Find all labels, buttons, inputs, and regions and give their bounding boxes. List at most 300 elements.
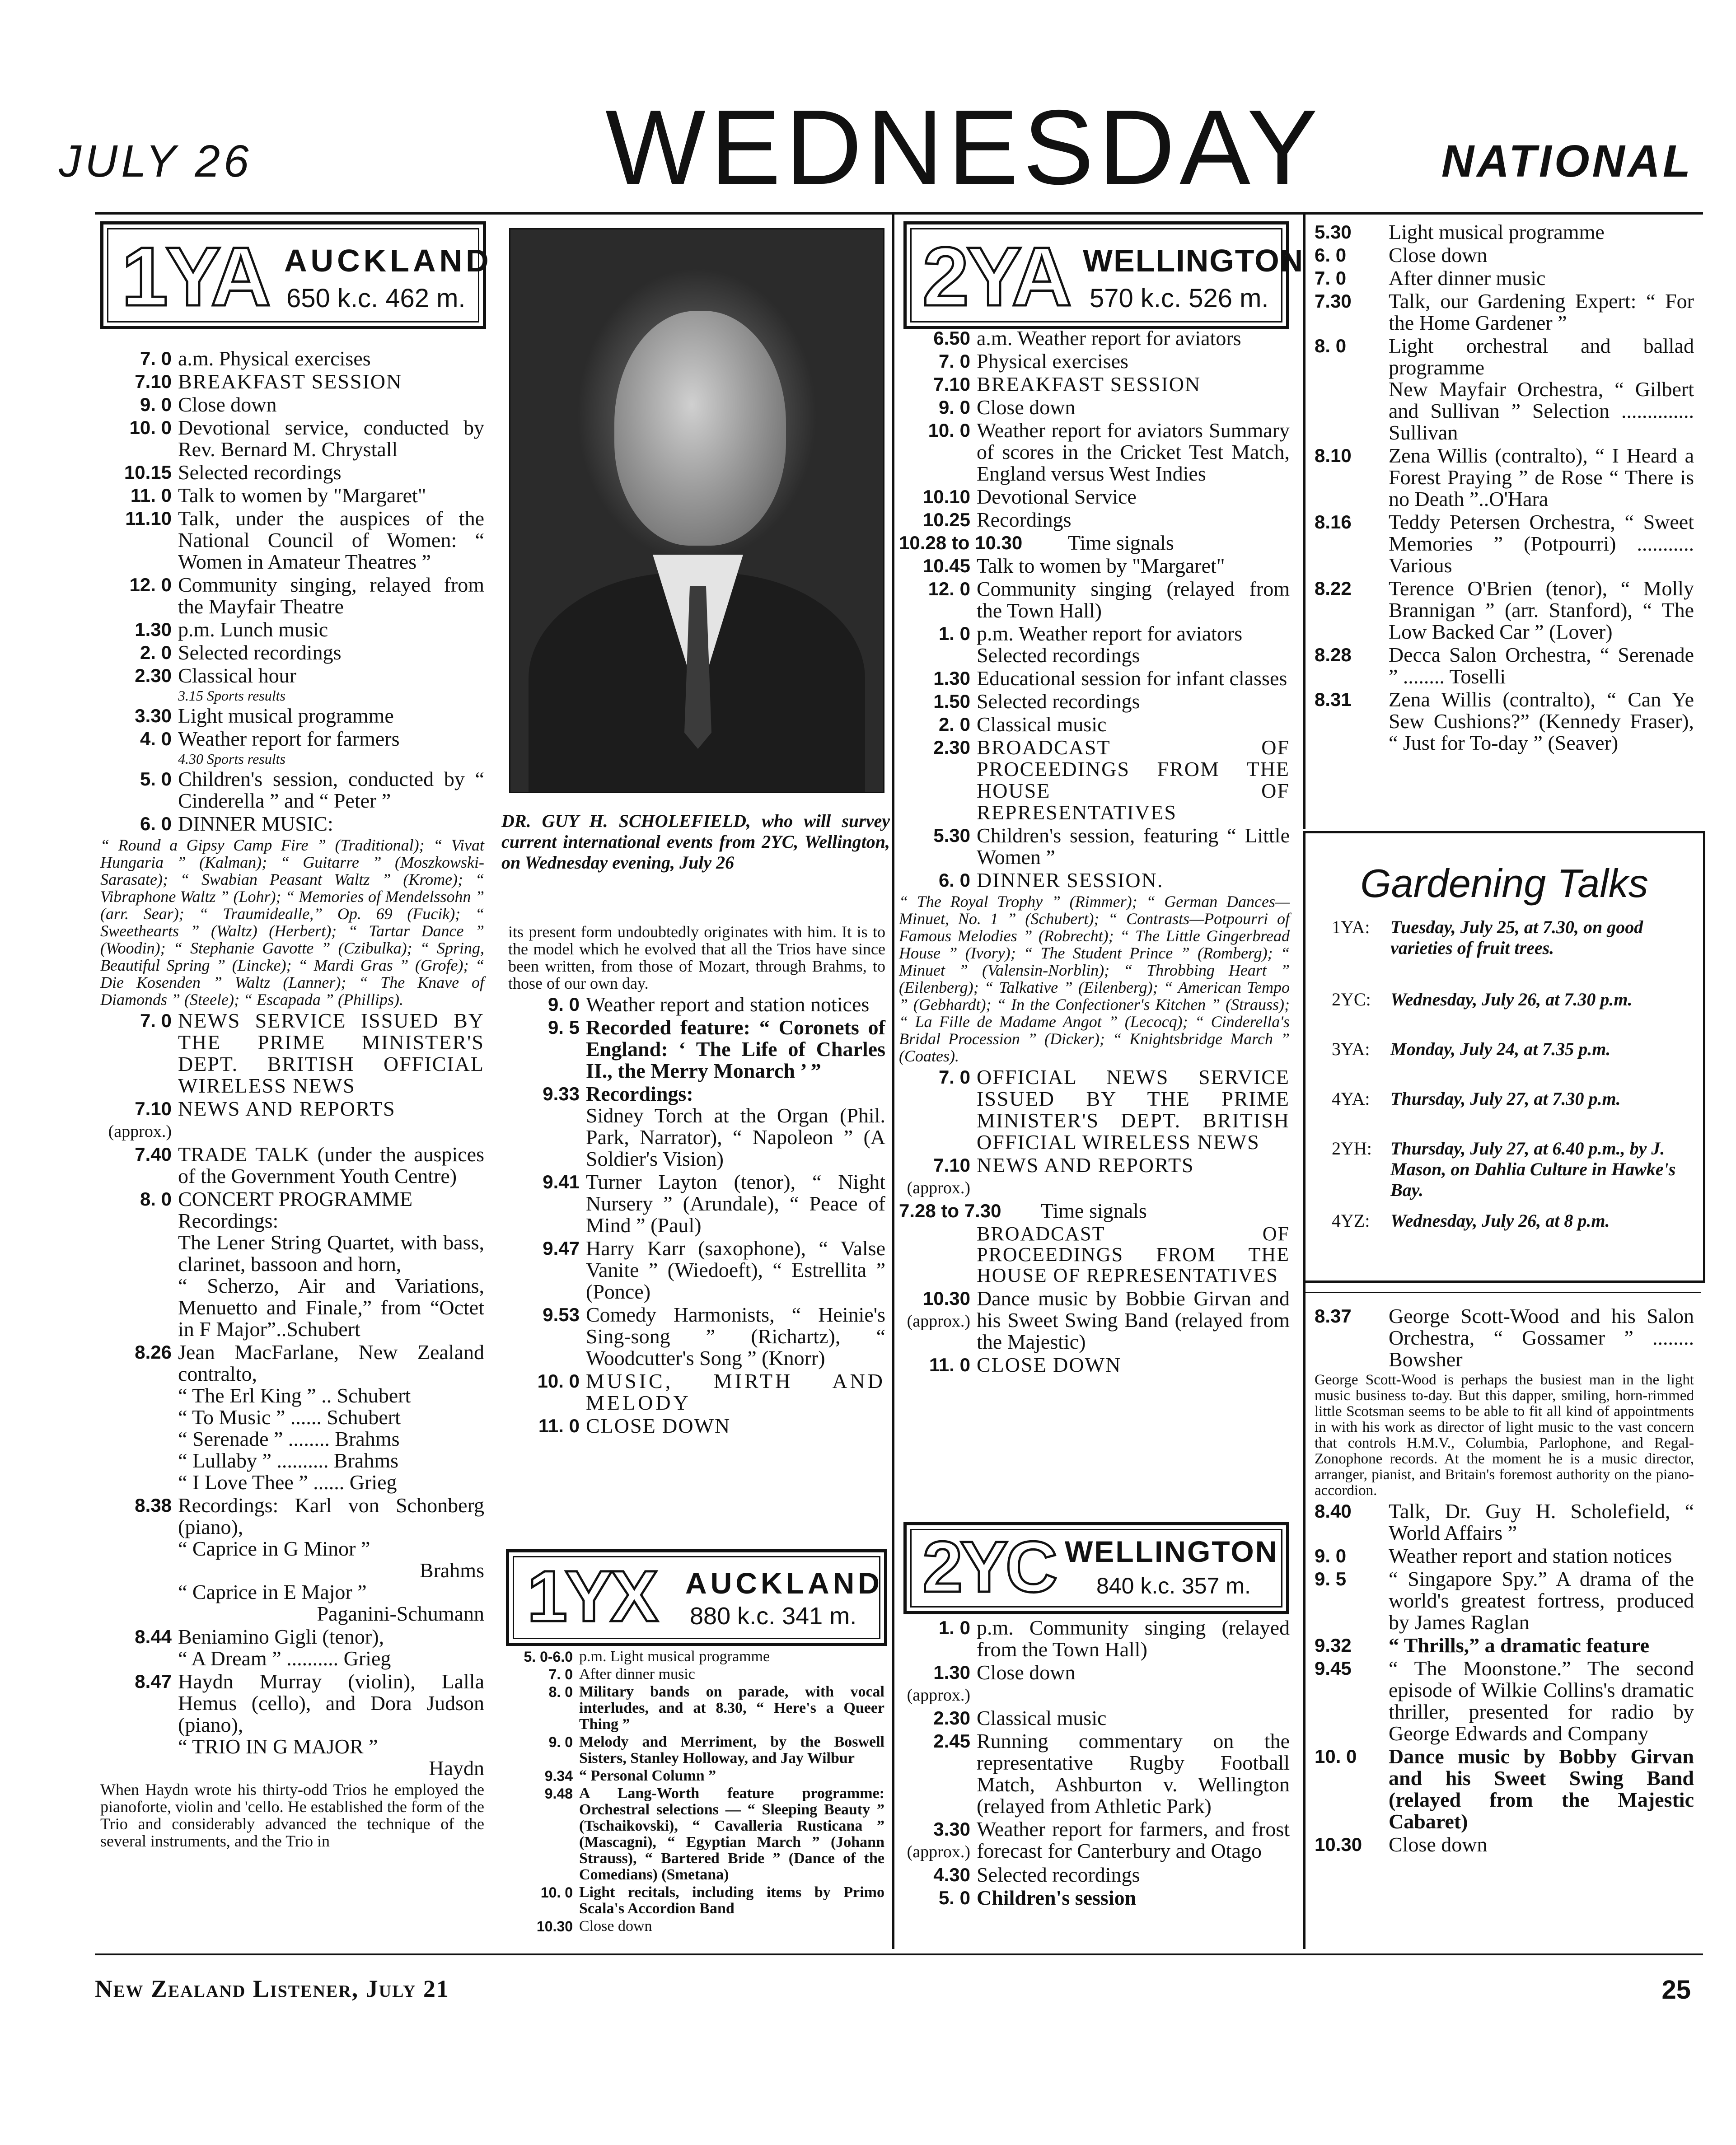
- ampm: p.m.: [977, 1616, 1014, 1639]
- programme-title: Zena Willis (contralto), “ Can Ye Sew Cushions?” (Kennedy Fraser), “ Just for To-day ” (Seaver): [1389, 688, 1694, 754]
- time: 7.10: [135, 371, 172, 392]
- time: 7. 0: [938, 1066, 970, 1088]
- programme-title: Weather report for aviators Summary of scores in the Cricket Test Match, England versus West Indies: [977, 419, 1290, 485]
- programme-entry: [1315, 1834, 1694, 1855]
- time: 11. 0: [130, 485, 172, 506]
- programme-title: Lunch music: [220, 618, 328, 641]
- programme-title: Turner Layton (tenor), “ Night Nursery ” (Arundale), “ Peace of Mind ” (Paul): [586, 1170, 885, 1237]
- gardening-item: 4YA: Thursday, July 27, at 7.30 p.m.: [1332, 1089, 1621, 1109]
- programme-title: BROADCAST OF PROCEEDINGS FROM THE HOUSE OF REPRESENTATIVES: [977, 736, 1290, 824]
- gardening-item: 1YA: Tuesday, July 25, at 7.30, on good varieties of fruit trees.: [1332, 917, 1643, 958]
- programme-entry: [100, 619, 484, 640]
- programme-entry: [100, 1188, 484, 1340]
- time: 5.30: [1315, 221, 1352, 243]
- programme-entry: [505, 1734, 884, 1766]
- time: 7.40: [135, 1144, 172, 1165]
- programme-title: NEWS SERVICE ISSUED BY THE PRIME MINISTER'S DEPT. BRITISH OFFICIAL WIRELESS NEWS: [178, 1009, 484, 1097]
- station-city: WELLINGTON: [1083, 243, 1304, 278]
- time: 7. 0: [140, 348, 172, 369]
- programme-title: Harry Karr (saxophone), “ Valse Vanite ” (Wiedoeft), “ Estrellita ” (Ponce): [586, 1237, 885, 1303]
- time: 7.28 to 7.30: [899, 1200, 1001, 1221]
- time: 5. 0: [938, 1887, 970, 1908]
- programme-title: Dance music by Bobbie Girvan and his Sweet Swing Band (relayed from the Majestic): [977, 1287, 1290, 1353]
- programme-entry: [899, 1200, 1290, 1222]
- programme-title: “ The Moonstone.” The second episode of Wilkie Collins's dramatic thriller, presented for radio by George Edwards and Company: [1389, 1657, 1694, 1745]
- programme-entry: [1315, 689, 1694, 754]
- programme-title: Teddy Petersen Orchestra, “ Sweet Memories ” (Potpourri) ........... Various: [1389, 510, 1694, 577]
- programme-title: Decca Salon Orchestra, “ Serenade ” ........ Toselli: [1389, 643, 1694, 688]
- station-box-2yc: [903, 1522, 1289, 1614]
- programme-title: Close down: [977, 1661, 1076, 1684]
- time: 10.30: [536, 1918, 573, 1935]
- time: 9. 0: [548, 1734, 573, 1750]
- time: 7. 0: [140, 1010, 172, 1031]
- time: 10. 0: [928, 420, 970, 441]
- column-2-1ya-continued: [508, 921, 885, 1438]
- time: 2.45: [933, 1730, 970, 1752]
- ampm: a.m.: [977, 327, 1013, 350]
- time: 8.40: [1315, 1500, 1352, 1522]
- programme-detail: Sidney Torch at the Organ (Phil. Park, Narrator), “ Napoleon ” (A Soldier's Vision): [586, 1104, 885, 1170]
- programme-title: Community singing (relayed from the Town Hall): [977, 577, 1290, 622]
- programme-entry: [100, 705, 484, 727]
- header-network: NATIONAL: [1441, 136, 1693, 187]
- programme-title: BREAKFAST SESSION: [977, 373, 1201, 396]
- station-frequency: 880 k.c. 341 m.: [690, 1603, 857, 1630]
- time: 10. 0: [540, 1884, 573, 1901]
- programme-entry: [505, 1684, 884, 1733]
- dinner-session-list: “ The Royal Trophy ” (Rimmer); “ German Dances—Minuet, No. 1 ” (Schubert); “ Contrasts—Potpourri of Famous Melodies ” (Robrecht); “ The Little Gingerbread House ” (Ivory); “ The Student Prince ” (Romberg); “ Minuet ” (Valensin-Norblin); “ Throbbing Heart ” (Eilenberg); “ Talkative ” (Eilenberg); “ American Tempo ” (Gebhardt); “ In the Confectioner's Kitchen ” (Strauss); “ La Fille de Madame Angot ” (Lecocq); “ Cinderella's Bridal Procession ” (Dicker); “ Knightsbridge March ” (Coates).: [899, 893, 1290, 1065]
- trio-note-continued: its present form undoubtedly originates with him. It is to the model which he evolved that all the Trios have since been written, from those of Mozart, through Brahms, to those of our own day.: [508, 923, 885, 992]
- programme-entry: [899, 578, 1290, 622]
- programme-entry: [899, 397, 1290, 418]
- programme-entry: [899, 1818, 1290, 1863]
- time: 2.30: [135, 665, 172, 686]
- photo-caption: DR. GUY H. SCHOLEFIELD, who will survey current international events from 2YC, Wellington, on Wednesday evening, July 26: [501, 811, 890, 873]
- programme-title: MUSIC, MIRTH AND MELODY: [586, 1369, 885, 1414]
- programme-entry: [100, 485, 484, 506]
- programme-title: Dance music by Bobby Girvan and his Sweet Swing Band (relayed from the Majestic Cabaret): [1389, 1745, 1694, 1833]
- station-city: WELLINGTON: [1065, 1535, 1278, 1568]
- programme-title: Classical hour: [178, 664, 296, 687]
- gardening-title: Gardening Talks: [1360, 861, 1648, 906]
- column-rule: [1303, 1292, 1701, 1293]
- column-rule: [95, 1953, 1703, 1955]
- programme-entry: [100, 642, 484, 664]
- station-call: 1YA: [122, 230, 268, 323]
- programme-title: Children's session, conducted by “ Cinderella ” and “ Peter ”: [178, 767, 484, 812]
- station-city: AUCKLAND: [685, 1566, 883, 1600]
- programme-title: Classical music: [977, 713, 1107, 736]
- programme-entry: [899, 1730, 1290, 1817]
- time: 5.30: [933, 825, 970, 846]
- programme-entry: [508, 1415, 885, 1437]
- programme-detail: “ Lullaby ” .......... Brahms: [178, 1449, 399, 1472]
- programme-entry: [899, 327, 1290, 349]
- column-2ya: [899, 327, 1290, 1377]
- programme-title: Terence O'Brien (tenor), “ Molly Brannigan ” (arr. Stanford), “ The Low Backed Car ” (Lover): [1389, 577, 1694, 643]
- programme-title: DINNER SESSION.: [977, 869, 1164, 892]
- programme-entry: [1315, 1500, 1694, 1544]
- time: 6.50: [933, 327, 970, 349]
- programme-detail: “ I Love Thee ” ...... Grieg: [178, 1471, 397, 1494]
- programme-entry: [899, 350, 1290, 372]
- time: 8. 0: [1315, 335, 1347, 356]
- programme-title: Talk to women by "Margaret": [178, 484, 426, 507]
- time: 10. 0: [537, 1370, 580, 1392]
- programme-entry: [1315, 445, 1694, 510]
- time: 7.30: [1315, 290, 1352, 312]
- time: 2. 0: [140, 642, 172, 663]
- programme-entry: [100, 348, 484, 369]
- programme-title: After dinner music: [1389, 266, 1546, 290]
- programme-entry: [1315, 1305, 1694, 1370]
- time: 1.30 (approx.): [907, 1662, 970, 1705]
- programme-entry: [505, 1649, 884, 1665]
- programme-title: Physical exercises: [977, 350, 1128, 373]
- programme-detail: BROADCAST OF PROCEEDINGS FROM THE HOUSE OF REPRESENTATIVES: [977, 1223, 1290, 1286]
- time: 9.33: [543, 1083, 580, 1104]
- programme-title: Close down: [1389, 1833, 1488, 1856]
- time: 10. 0: [1315, 1746, 1357, 1767]
- programme-entry: [899, 1864, 1290, 1886]
- header-date: JULY 26: [59, 136, 253, 187]
- programme-entry: [508, 994, 885, 1015]
- programme-title: Weather report and station notices: [586, 993, 870, 1016]
- time: 10.30: [1315, 1834, 1362, 1855]
- programme-detail: Selected recordings: [977, 644, 1140, 667]
- programme-entry: [899, 1707, 1290, 1729]
- programme-title: Jean MacFarlane, New Zealand contralto,: [178, 1341, 484, 1385]
- time: 10. 0: [129, 417, 172, 438]
- column-rule: [892, 215, 894, 1949]
- time: 2.30: [933, 1707, 970, 1729]
- programme-title: Selected recordings: [977, 1863, 1140, 1886]
- programme-entry: [100, 1341, 484, 1493]
- time: 1. 0: [938, 1617, 970, 1638]
- programme-entry: [100, 728, 484, 750]
- time: 10.45: [922, 555, 970, 576]
- programme-title: Community singing (relayed from the Town Hall): [977, 1616, 1290, 1661]
- programme-entry: [899, 532, 1290, 554]
- programme-title: Running commentary on the representative Rugby Football Match, Ashburton v. Wellington (relayed from Athletic Park): [977, 1729, 1290, 1818]
- programme-title: Talk, our Gardening Expert: “ For the Home Gardener ”: [1389, 290, 1694, 334]
- programme-entry: [100, 462, 484, 483]
- time: 8.22: [1315, 578, 1352, 599]
- programme-title: Talk, under the auspices of the National Council of Women: “ Women in Amateur Theatres ”: [178, 507, 484, 573]
- time: 6. 0: [140, 813, 172, 834]
- programme-detail: “ The Erl King ” .. Schubert: [178, 1384, 411, 1407]
- dinner-music-list: “ Round a Gipsy Camp Fire ” (Traditional); “ Vivat Hungaria ” (Kalman); “ Guitarre ” (Moszkowski-Sarasate); “ Swabian Peasant Waltz ” (Krome); “ Vibraphone Waltz ” (Lohr); “ Memories of Mendelssohn ” (arr. Sear); “ Traumidealle,” Op. 69 (Fucik); “ Sweethearts ” (Waltz) (Herbert); “ Tartar Dance ” (Woodin); “ Stephanie Gavotte ” (Czibulka); “ Spring, Beautiful Spring ” (Lincke); “ Mardi Gras ” (Grofe); “ Die Kosenden ” Waltz (Lanner); “ The Knave of Diamonds ” (Steele); “ Escapada ” (Phillips).: [100, 836, 484, 1009]
- programme-entry: [899, 486, 1290, 508]
- station-box-1yx: [506, 1549, 887, 1646]
- station-city: AUCKLAND: [284, 243, 492, 278]
- programme-entry: [508, 1238, 885, 1303]
- time: 9. 0: [547, 994, 580, 1015]
- programme-title: CLOSE DOWN: [977, 1353, 1122, 1376]
- programme-title: Time signals: [1041, 1199, 1147, 1222]
- time: 8. 0: [548, 1684, 573, 1700]
- programme-title: Close down: [579, 1918, 652, 1935]
- programme-detail: Recordings:: [178, 1209, 279, 1232]
- time: 8.47: [135, 1671, 172, 1692]
- programme-title: Recordings: [977, 508, 1072, 531]
- programme-title: Devotional Service: [977, 485, 1137, 508]
- time: 2.30: [933, 737, 970, 758]
- ampm: p.m.: [178, 618, 215, 641]
- programme-title: Weather report for aviators: [1018, 622, 1243, 645]
- programme-title: George Scott-Wood and his Salon Orchestra, “ Gossamer ” ........ Bowsher: [1389, 1304, 1694, 1371]
- programme-detail: Brahms: [419, 1559, 484, 1582]
- column-1yx: [505, 1649, 884, 1936]
- programme-entry: [899, 1887, 1290, 1909]
- programme-entry: [100, 371, 484, 393]
- programme-title: Weather report for farmers, and frost forecast for Canterbury and Otago: [977, 1818, 1290, 1862]
- time: 3.30 (approx.): [907, 1818, 970, 1861]
- programme-entry: [1315, 578, 1694, 643]
- programme-entry: [899, 509, 1290, 531]
- programme-entry: [1315, 221, 1694, 243]
- time: 7.10: [933, 374, 970, 395]
- time: 8.28: [1315, 644, 1352, 665]
- column-rule: [1303, 215, 1306, 829]
- time: 8.16: [1315, 511, 1352, 533]
- programme-title: “ Personal Column ”: [579, 1767, 716, 1784]
- programme-title: Weather report for aviators: [1017, 327, 1241, 350]
- gardening-item: 2YC: Wednesday, July 26, at 7.30 p.m.: [1332, 989, 1633, 1009]
- time: 9. 5: [547, 1017, 580, 1038]
- gardening-item: 4YZ: Wednesday, July 26, at 8 p.m.: [1332, 1210, 1610, 1231]
- station-call: 1YX: [527, 1556, 656, 1636]
- programme-title: Light recitals, including items by Primo Scala's Accordion Band: [579, 1884, 884, 1917]
- programme-detail: “ Caprice in G Minor ”: [178, 1537, 370, 1560]
- time: 7.10 (approx.): [907, 1154, 970, 1197]
- programme-detail: The Lener String Quartet, with bass, clarinet, bassoon and horn,: [178, 1231, 484, 1276]
- programme-title: Classical music: [977, 1706, 1107, 1729]
- station-call: 2YC: [922, 1526, 1055, 1607]
- programme-entry: [505, 1785, 884, 1883]
- portrait-photo: [509, 228, 884, 793]
- programme-entry: [899, 374, 1290, 395]
- page-number: 25: [1661, 1975, 1691, 2005]
- programme-title: “ Singapore Spy.” A drama of the world's greatest fortress, produced by James Raglan: [1389, 1567, 1694, 1634]
- programme-entry: [100, 1010, 484, 1097]
- programme-entry: [100, 1626, 484, 1669]
- programme-title: Close down: [977, 396, 1076, 419]
- programme-title: Zena Willis (contralto), “ I Heard a Forest Praying ” de Rose “ There is no Death ”..O'Hara: [1389, 444, 1694, 510]
- programme-title: Community singing, relayed from the Mayfair Theatre: [178, 573, 484, 618]
- time: 4.30: [933, 1864, 970, 1885]
- programme-entry: [100, 665, 484, 687]
- programme-entry: [899, 1288, 1290, 1353]
- time: 8.37: [1315, 1305, 1352, 1327]
- programme-title: Recorded feature: “ Coronets of England: ‘ The Life of Charles II., the Merry Monarch ’ ”: [586, 1016, 885, 1082]
- programme-entry: [508, 1304, 885, 1369]
- programme-entry: [1315, 1635, 1694, 1656]
- time: 9. 0: [1315, 1545, 1347, 1566]
- time: 9. 0: [938, 397, 970, 418]
- programme-entry: [505, 1666, 884, 1682]
- ampm: p.m.: [977, 622, 1014, 645]
- time: 11.10: [125, 508, 172, 529]
- column-1ya: [100, 348, 484, 1851]
- programme-entry: [899, 420, 1290, 485]
- programme-entry: [1315, 244, 1694, 266]
- programme-detail: Paganini-Schumann: [317, 1602, 484, 1625]
- programme-entry: [899, 1066, 1290, 1153]
- time: 10.25: [922, 509, 970, 530]
- programme-title: A Lang-Worth feature programme: Orchestral selections — “ Sleeping Beauty ” (Tschaikovski), “ Cavalleria Rusticana ” (Mascagni), “ Egyptian March ” (Johann Strauss), “ Bartered Bride ” (Dance of the Comedians) (Smetana): [579, 1785, 884, 1883]
- programme-title: Melody and Merriment, by the Boswell Sisters, Stanley Holloway, and Jay Wilbur: [579, 1734, 884, 1766]
- trio-note: When Haydn wrote his thirty-odd Trios he employed the pianoforte, violin and 'cello. He established the form of the Trio and considerably advanced the technique of the several instruments, and the Trio in: [100, 1780, 484, 1850]
- station-frequency: 650 k.c. 462 m.: [286, 284, 466, 313]
- time: 1.30: [135, 619, 172, 640]
- programme-title: Children's session: [977, 1886, 1137, 1909]
- programme-detail: Haydn: [429, 1757, 484, 1780]
- time: 1.50: [933, 691, 970, 712]
- programme-entry: [100, 768, 484, 812]
- programme-title: Light musical programme: [178, 704, 394, 727]
- time: 10.28 to 10.30: [899, 532, 1023, 553]
- programme-entry: [508, 1083, 885, 1170]
- time: 1. 0: [938, 623, 970, 644]
- time: 4. 0: [140, 728, 172, 749]
- programme-entry: [100, 1144, 484, 1187]
- time: 9. 5: [1315, 1568, 1347, 1589]
- programme-title: Beniamino Gigli (tenor),: [178, 1625, 384, 1648]
- time: 8.44: [135, 1626, 172, 1647]
- programme-title: Selected recordings: [178, 461, 342, 484]
- programme-entry: [100, 1495, 484, 1625]
- programme-entry: [100, 1098, 484, 1142]
- programme-title: Selected recordings: [178, 641, 342, 664]
- time: 8.38: [135, 1495, 172, 1516]
- programme-title: Light orchestral and ballad programme: [1389, 334, 1694, 379]
- programme-entry: [508, 1370, 885, 1414]
- programme-entry: [1315, 644, 1694, 687]
- column-2ya-evening: [1315, 1305, 1694, 1857]
- programme-title: Talk to women by "Margaret": [977, 554, 1225, 577]
- programme-entry: [1315, 1545, 1694, 1567]
- programme-entry: [100, 1671, 484, 1779]
- time: 12. 0: [129, 574, 172, 595]
- gardening-talks-box: [1303, 831, 1705, 1283]
- time: 1.30: [933, 668, 970, 689]
- programme-title: Educational session for infant classes: [977, 667, 1287, 690]
- gardening-item: 3YA: Monday, July 24, at 7.35 p.m.: [1332, 1039, 1611, 1059]
- station-box-2ya: [903, 221, 1304, 329]
- station-frequency: 570 k.c. 526 m.: [1090, 284, 1269, 313]
- programme-entry: [508, 1017, 885, 1082]
- time: 6. 0: [1315, 244, 1347, 266]
- programme-title: Weather report for farmers: [178, 727, 400, 750]
- station-box-1ya: [100, 221, 492, 329]
- programme-title: Recordings: Karl von Schonberg (piano),: [178, 1494, 484, 1538]
- programme-entry: [899, 714, 1290, 735]
- programme-title: p.m. Light musical programme: [579, 1648, 770, 1665]
- footer-publication: New Zealand Listener, July 21: [95, 1975, 449, 2002]
- programme-title: Physical exercises: [219, 347, 371, 370]
- time: 8. 0: [140, 1188, 172, 1210]
- programme-entry: [899, 555, 1290, 577]
- time: 9. 0: [140, 394, 172, 415]
- programme-entry: [505, 1884, 884, 1917]
- programme-title: TRADE TALK (under the auspices of the Government Youth Centre): [178, 1143, 484, 1187]
- programme-title: CLOSE DOWN: [586, 1414, 731, 1437]
- time: 6. 0: [938, 869, 970, 891]
- programme-entry: [899, 668, 1290, 689]
- programme-entry: [100, 417, 484, 460]
- programme-title: BREAKFAST SESSION: [178, 370, 402, 393]
- programme-detail: New Mayfair Orchestra, “ Gilbert and Sullivan ” Selection .............. Sullivan: [1389, 378, 1694, 444]
- programme-note: 4.30 Sports results: [178, 751, 285, 767]
- programme-detail: “ TRIO IN G MAJOR ”: [178, 1735, 378, 1758]
- programme-entry: [505, 1918, 884, 1935]
- time: 10.30 (approx.): [907, 1288, 970, 1331]
- scott-wood-note: George Scott-Wood is perhaps the busiest man in the light music business to-day. But this dapper, smiling, horn-rimmed little Scotsman seems to be able to fit all kind of appointments in with his work as director of light music to the vast concern that controls H.M.V., Columbia, Parlophone, and Regal-Zonophone records. At the moment he is a music director, arranger, pianist, and Britain's foremost authority on the piano-accordion.: [1315, 1372, 1694, 1499]
- programme-title: Military bands on parade, with vocal interludes, and at 8.30, “ Here's a Queer Thing ”: [579, 1683, 884, 1733]
- time: 8.10: [1315, 445, 1352, 466]
- time: 5. 0: [140, 768, 172, 790]
- gardening-item: 2YH: Thursday, July 27, at 6.40 p.m., by J. Mason, on Dahlia Culture in Hawke's Bay.: [1332, 1138, 1676, 1200]
- programme-title: Children's session, featuring “ Little Women ”: [977, 824, 1290, 869]
- programme-title: CONCERT PROGRAMME: [178, 1187, 413, 1210]
- time: 9.47: [543, 1238, 580, 1259]
- programme-title: Time signals: [1068, 531, 1174, 554]
- programme-entry: [100, 394, 484, 416]
- programme-entry: [899, 737, 1290, 823]
- programme-entry: [505, 1768, 884, 1784]
- time: 11. 0: [929, 1354, 970, 1375]
- programme-title: Close down: [1389, 243, 1488, 266]
- programme-entry: [899, 1662, 1290, 1706]
- programme-title: Recordings:: [586, 1082, 693, 1105]
- time: 9.34: [544, 1768, 573, 1784]
- time: 10.15: [124, 462, 172, 483]
- time: 2. 0: [938, 714, 970, 735]
- programme-title: Talk, Dr. Guy H. Scholefield, “ World Affairs ”: [1389, 1500, 1694, 1544]
- programme-entry: [100, 508, 484, 573]
- time: 7. 0: [548, 1666, 573, 1682]
- time: 8.31: [1315, 689, 1352, 710]
- programme-entry: [899, 691, 1290, 712]
- time: 9.32: [1315, 1635, 1352, 1656]
- ampm: a.m.: [178, 347, 214, 370]
- programme-entry: [1315, 335, 1694, 444]
- time: 11. 0: [538, 1415, 580, 1436]
- time: 9.41: [543, 1171, 580, 1192]
- programme-detail: “ A Dream ” .......... Grieg: [178, 1647, 391, 1670]
- time: 9.53: [543, 1304, 580, 1325]
- programme-entry: [899, 869, 1290, 891]
- programme-title: DINNER MUSIC:: [178, 812, 333, 835]
- programme-entry: [1315, 267, 1694, 289]
- programme-entry: [1315, 290, 1694, 334]
- programme-title: NEWS AND REPORTS: [178, 1097, 396, 1120]
- programme-entry: [1315, 1658, 1694, 1744]
- programme-entry: [899, 825, 1290, 868]
- time: 3.30: [135, 705, 172, 726]
- programme-title: Weather report and station notices: [1389, 1544, 1672, 1567]
- programme-entry: [1315, 1746, 1694, 1832]
- time: 7. 0: [938, 350, 970, 372]
- programme-entry: [899, 1617, 1290, 1660]
- programme-entry: [899, 1354, 1290, 1376]
- programme-title: “ Thrills,” a dramatic feature: [1389, 1634, 1650, 1657]
- column-rule: [95, 212, 1703, 215]
- programme-detail: “ Caprice in E Major ”: [178, 1580, 367, 1603]
- programme-title: After dinner music: [579, 1666, 695, 1682]
